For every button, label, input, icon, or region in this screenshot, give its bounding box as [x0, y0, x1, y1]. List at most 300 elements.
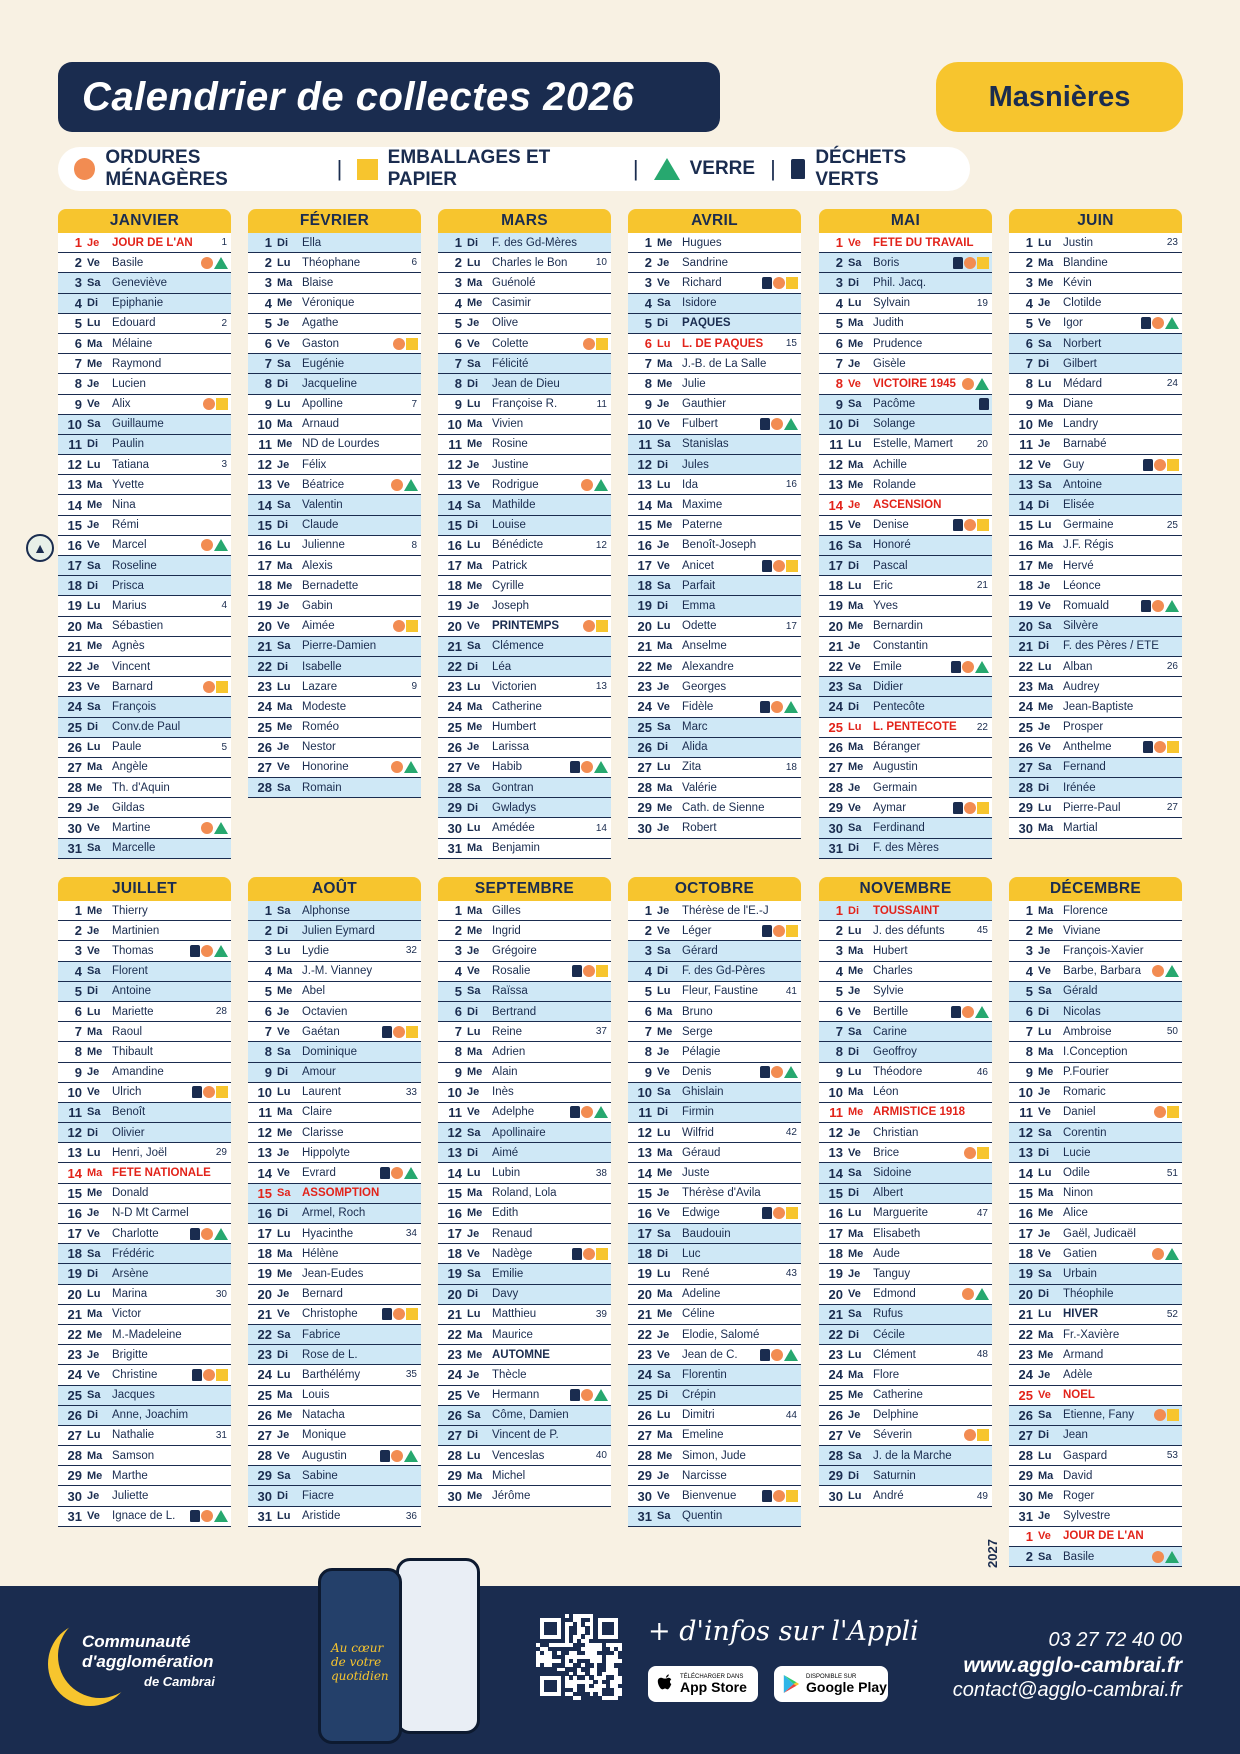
day-number: 14 [257, 1165, 272, 1181]
weekday-abbr: Lu [1038, 377, 1052, 390]
saint-name: Rosalie [492, 965, 531, 978]
weekday-abbr: Ve [277, 1167, 290, 1180]
day-number: 15 [447, 517, 462, 533]
weekday-abbr: Lu [87, 599, 101, 612]
saint-name: Rosine [492, 438, 528, 451]
saint-name: Alice [1063, 1207, 1088, 1220]
saint-name: Séverin [873, 1429, 912, 1442]
saint-name: Ghislain [682, 1086, 724, 1099]
weekday-abbr: Lu [277, 944, 291, 957]
day-row [438, 778, 611, 798]
day-row [438, 1002, 611, 1022]
collection-icons [380, 1167, 421, 1179]
weekday-abbr: Lu [848, 1348, 862, 1361]
yellow-square-icon [977, 257, 989, 269]
saint-name: Alphonse [302, 904, 350, 917]
collection-icons [962, 378, 992, 390]
week-number: 28 [215, 1006, 227, 1018]
week-number: 37 [595, 1026, 607, 1038]
orange-circle-icon [964, 1147, 976, 1159]
day-number: 10 [67, 1084, 82, 1100]
saint-name: Davy [492, 1288, 519, 1301]
day-row [628, 677, 801, 697]
weekday-abbr: Lu [1038, 236, 1052, 249]
weekday-abbr: Ma [848, 741, 864, 754]
saint-name: Matthieu [492, 1308, 537, 1321]
weekday-abbr: Je [87, 801, 100, 814]
saint-name: Gaspard [1063, 1449, 1108, 1462]
saint-name: J. de la Marche [873, 1449, 952, 1462]
saint-name: Louis [302, 1389, 330, 1402]
orange-circle-icon [201, 1228, 213, 1240]
weekday-abbr: Je [657, 1045, 670, 1058]
weekday-abbr: Sa [657, 1368, 671, 1381]
weekday-abbr: Ve [87, 539, 100, 552]
day-number: 28 [67, 780, 82, 796]
weekday-abbr: Me [87, 357, 103, 370]
day-number: 17 [447, 1226, 462, 1242]
orange-circle-icon [1154, 1106, 1166, 1118]
day-row [58, 718, 231, 738]
day-row [819, 677, 992, 697]
day-number: 11 [258, 1104, 272, 1120]
day-row [819, 901, 992, 921]
day-number: 29 [828, 800, 843, 816]
weekday-abbr: Di [87, 721, 98, 734]
saint-name: Dimitri [682, 1409, 715, 1422]
saint-name: Basile [1063, 1550, 1095, 1563]
day-number: 30 [637, 820, 652, 836]
saint-name: Larissa [492, 741, 530, 754]
weekday-abbr: Ve [657, 924, 670, 937]
saint-name: Léa [492, 660, 512, 673]
day-row [819, 354, 992, 374]
month-header: JUILLET [58, 877, 231, 901]
orange-circle-icon [581, 1106, 593, 1118]
saint-name: P.Fourier [1063, 1066, 1109, 1079]
saint-name: Épiphanie [112, 297, 164, 310]
month-column [58, 209, 231, 859]
day-row [819, 1486, 992, 1506]
day-number: 20 [637, 1286, 652, 1302]
day-number: 31 [257, 1508, 272, 1524]
saint-name: Edwige [682, 1207, 720, 1220]
saint-name: Fiacre [302, 1490, 334, 1503]
day-row [248, 1365, 421, 1385]
day-number: 22 [257, 659, 272, 675]
day-row [58, 1446, 231, 1466]
weekday-abbr: Ve [848, 801, 861, 814]
day-row [438, 677, 611, 697]
day-row [58, 455, 231, 475]
green-waste-bin-icon [791, 159, 806, 179]
saint-name: Apollinaire [492, 1126, 546, 1139]
green-triangle-icon [214, 945, 228, 957]
website-link[interactable]: www.agglo-cambrai.fr [963, 1654, 1182, 1677]
weekday-abbr: Me [848, 761, 864, 774]
saint-name: Pascal [873, 559, 908, 572]
saint-name: Paulin [112, 438, 144, 451]
day-row [1009, 1063, 1182, 1083]
day-number: 27 [257, 759, 272, 775]
day-number: 8 [1025, 376, 1033, 392]
day-number: 3 [1025, 275, 1033, 291]
day-number: 21 [637, 638, 652, 654]
day-row [58, 1184, 231, 1204]
collection-icons [760, 1066, 801, 1078]
day-row [628, 435, 801, 455]
day-number: 15 [828, 1185, 843, 1201]
day-row [248, 1486, 421, 1506]
weekday-abbr: Ma [1038, 904, 1054, 917]
day-row [438, 1446, 611, 1466]
saint-name: Jean de Dieu [492, 377, 560, 390]
day-row [628, 1083, 801, 1103]
weekday-abbr: Ma [467, 276, 483, 289]
saint-name: Flore [873, 1368, 900, 1381]
saint-name: Sylvie [873, 985, 904, 998]
weekday-abbr: Je [1038, 721, 1051, 734]
saint-name: Augustin [302, 1449, 347, 1462]
collection-icons [572, 1248, 611, 1260]
collection-icons [192, 1369, 231, 1381]
day-row [819, 334, 992, 354]
day-number: 18 [828, 1246, 843, 1262]
saint-name: Vincent [112, 660, 151, 673]
weekday-abbr: Ma [277, 1106, 293, 1119]
weekday-abbr: Ve [87, 1368, 100, 1381]
weekday-abbr: Di [657, 1247, 668, 1260]
saint-name: Nadège [492, 1247, 533, 1260]
day-row [248, 334, 421, 354]
month-column [58, 877, 231, 1527]
qr-code[interactable] [536, 1614, 622, 1700]
day-row [438, 657, 611, 677]
saint-name: Valérie [682, 781, 717, 794]
saint-name: Anicet [682, 559, 714, 572]
day-row [819, 253, 992, 273]
day-number: 6 [644, 336, 652, 352]
day-number: 1 [835, 235, 843, 251]
day-row [628, 1184, 801, 1204]
day-row [628, 1466, 801, 1486]
saint-name: Côme, Damien [492, 1409, 569, 1422]
app-phones-illustration [318, 1554, 488, 1750]
day-row [248, 1446, 421, 1466]
saint-name: Donald [112, 1187, 149, 1200]
day-row [1009, 738, 1182, 758]
saint-name: Éric [873, 579, 893, 592]
day-number: 30 [637, 1488, 652, 1504]
day-number: 19 [1018, 598, 1033, 614]
day-number: 23 [637, 679, 652, 695]
day-number: 13 [637, 477, 652, 493]
day-row [819, 839, 992, 859]
day-row [819, 982, 992, 1002]
day-number: 13 [67, 477, 82, 493]
day-number: 6 [454, 1004, 462, 1020]
saint-name: Barnabé [1063, 438, 1107, 451]
day-number: 15 [447, 1185, 462, 1201]
weekday-abbr: Di [848, 1187, 859, 1200]
saint-name: Raoul [112, 1025, 143, 1038]
day-number: 2 [454, 255, 462, 271]
day-number: 13 [637, 1145, 652, 1161]
weekday-abbr: Di [657, 1389, 668, 1402]
weekday-abbr: Ve [277, 478, 290, 491]
day-number: 12 [828, 1125, 843, 1141]
saint-name: Solange [873, 418, 916, 431]
weekday-abbr: Ma [87, 1449, 103, 1462]
weekday-abbr: Ve [277, 761, 290, 774]
saint-name: Henri, Joël [112, 1146, 167, 1159]
day-number: 25 [1018, 1387, 1033, 1403]
weekday-abbr: Ma [657, 1005, 673, 1018]
saint-name: Abel [302, 985, 326, 998]
weekday-abbr: Di [87, 1409, 98, 1422]
collection-icons [762, 925, 801, 937]
weekday-abbr: Ma [87, 1308, 103, 1321]
app-info-text: + d'infos sur l'Appli [648, 1616, 919, 1647]
day-number: 6 [264, 1004, 272, 1020]
day-row [438, 1466, 611, 1486]
saint-name: Clarisse [302, 1126, 344, 1139]
saint-name: Thomas [112, 944, 154, 957]
day-row [248, 435, 421, 455]
saint-name: Nina [112, 499, 136, 512]
saint-name: Denis [682, 1066, 712, 1079]
saint-name: Félicité [492, 357, 529, 370]
green-triangle-icon [1165, 1248, 1179, 1260]
saint-name: Renaud [492, 1227, 533, 1240]
day-number: 18 [447, 1246, 462, 1262]
saint-name: Blaise [302, 276, 334, 289]
day-row [628, 1163, 801, 1183]
day-number: 2 [1025, 255, 1033, 271]
day-number: 3 [264, 943, 272, 959]
green-triangle-icon [654, 158, 680, 180]
weekday-abbr: Me [657, 1449, 673, 1462]
saint-name: M.-Madeleine [112, 1328, 182, 1341]
weekday-abbr: Je [657, 680, 670, 693]
day-row [628, 1063, 801, 1083]
day-row [438, 718, 611, 738]
day-row [248, 738, 421, 758]
weekday-abbr: Lu [467, 1449, 481, 1462]
day-number: 9 [264, 1064, 272, 1080]
green-waste-bin-icon [762, 1490, 772, 1502]
collection-icons [953, 257, 992, 269]
weekday-abbr: Lu [87, 1429, 101, 1442]
saint-name: Benoît [112, 1106, 146, 1119]
day-number: 27 [828, 759, 843, 775]
saint-name: Gilbert [1063, 357, 1097, 370]
day-number: 26 [828, 1407, 843, 1423]
day-row [248, 1224, 421, 1244]
day-number: 4 [74, 963, 82, 979]
weekday-abbr: Ve [1038, 317, 1051, 330]
app-store-button[interactable] [648, 1666, 758, 1702]
collection-icons [964, 1147, 992, 1159]
day-row [248, 758, 421, 778]
saint-name: Silvère [1063, 620, 1099, 633]
saint-name: PÂQUES [682, 317, 731, 330]
day-row [248, 475, 421, 495]
saint-name: Thècle [492, 1368, 527, 1381]
saint-name: Ida [682, 478, 698, 491]
weekday-abbr: Ve [657, 1490, 670, 1503]
weekday-abbr: Lu [657, 337, 671, 350]
phone-number[interactable]: 03 27 72 40 00 [1048, 1629, 1182, 1651]
orange-circle-icon [201, 539, 213, 551]
day-number: 28 [447, 780, 462, 796]
google-play-button[interactable] [774, 1666, 888, 1702]
weekday-abbr: Je [1038, 438, 1051, 451]
day-number: 26 [447, 1407, 462, 1423]
day-number: 20 [1018, 1286, 1033, 1302]
day-row [1009, 1386, 1182, 1406]
day-number: 25 [67, 719, 82, 735]
saint-name: Serge [682, 1025, 713, 1038]
weekday-abbr: Me [87, 1469, 103, 1482]
saint-name: Luc [682, 1247, 701, 1260]
day-number: 15 [257, 1185, 272, 1201]
day-number: 25 [257, 1387, 272, 1403]
day-row [438, 738, 611, 758]
day-number: 26 [67, 739, 82, 755]
weekday-abbr: Di [1038, 1288, 1049, 1301]
weekday-abbr: Ve [1038, 1247, 1051, 1260]
yellow-square-icon [596, 338, 608, 350]
yellow-square-icon [216, 681, 228, 693]
day-number: 12 [637, 1125, 652, 1141]
day-number: 6 [835, 336, 843, 352]
saint-name: Juste [682, 1167, 710, 1180]
day-row [58, 495, 231, 515]
day-number: 20 [67, 618, 82, 634]
green-waste-bin-icon [380, 1450, 390, 1462]
weekday-abbr: Lu [277, 398, 291, 411]
day-number: 2 [835, 255, 843, 271]
weekday-abbr: Ma [467, 904, 483, 917]
day-row [58, 1507, 231, 1527]
day-number: 9 [454, 1064, 462, 1080]
day-number: 23 [67, 679, 82, 695]
collection-icons [979, 398, 992, 410]
green-triangle-icon [404, 761, 418, 773]
day-number: 20 [257, 618, 272, 634]
day-number: 16 [828, 1205, 843, 1221]
saint-name: Natacha [302, 1409, 345, 1422]
day-row [248, 253, 421, 273]
collection-icons [962, 1288, 992, 1300]
day-row [819, 1184, 992, 1204]
day-number: 6 [835, 1004, 843, 1020]
day-number: 8 [644, 1044, 652, 1060]
day-number: 5 [454, 315, 462, 331]
saint-name: Fulbert [682, 418, 718, 431]
day-row [58, 1264, 231, 1284]
weekday-abbr: Lu [1038, 519, 1052, 532]
day-number: 29 [447, 1468, 462, 1484]
day-row [58, 475, 231, 495]
day-row [628, 354, 801, 374]
day-row [58, 982, 231, 1002]
day-row [248, 1466, 421, 1486]
saint-name: Thibault [112, 1045, 153, 1058]
green-triangle-icon [975, 378, 989, 390]
day-row [628, 395, 801, 415]
day-number: 17 [637, 558, 652, 574]
saint-name: Élisée [1063, 499, 1095, 512]
collection-icons [382, 1308, 421, 1320]
yellow-square-icon [216, 1369, 228, 1381]
day-row [819, 576, 992, 596]
day-row [628, 1446, 801, 1466]
day-number: 4 [644, 963, 652, 979]
saint-name: Lucien [112, 377, 146, 390]
saint-name: Adelphe [492, 1106, 535, 1119]
saint-name: Tanguy [873, 1267, 911, 1280]
day-row [248, 314, 421, 334]
orange-circle-icon [201, 1510, 213, 1522]
weekday-abbr: Ve [848, 236, 861, 249]
day-number: 8 [264, 376, 272, 392]
day-row [819, 1345, 992, 1365]
collection-icons [1154, 1106, 1182, 1118]
orange-circle-icon [962, 1006, 974, 1018]
email-link[interactable]: contact@agglo-cambrai.fr [952, 1679, 1182, 1701]
day-row [58, 1103, 231, 1123]
green-triangle-icon [404, 479, 418, 491]
day-number: 24 [67, 699, 82, 715]
day-row [248, 1244, 421, 1264]
saint-name: Mélaine [112, 337, 153, 350]
saint-name: Emma [682, 599, 716, 612]
weekday-abbr: Ma [467, 1469, 483, 1482]
weekday-abbr: Lu [87, 317, 101, 330]
day-number: 17 [257, 1226, 272, 1242]
saint-name: Rufus [873, 1308, 904, 1321]
day-row [1009, 253, 1182, 273]
week-number: 3 [221, 459, 227, 471]
month-header: MARS [438, 209, 611, 233]
day-number: 20 [828, 618, 843, 634]
saint-name: Agathe [302, 317, 339, 330]
day-number: 2 [454, 923, 462, 939]
day-row [58, 1406, 231, 1426]
weekday-abbr: Sa [277, 1469, 291, 1482]
weekday-abbr: Je [467, 944, 480, 957]
day-row [628, 617, 801, 637]
day-number: 12 [1018, 1125, 1033, 1141]
day-row [248, 617, 421, 637]
day-number: 8 [835, 376, 843, 392]
saint-name: Justine [492, 458, 529, 471]
day-row [438, 1345, 611, 1365]
weekday-abbr: Lu [467, 822, 481, 835]
weekday-abbr: Ma [657, 1429, 673, 1442]
month-header: JANVIER [58, 209, 231, 233]
weekday-abbr: Di [1038, 1005, 1049, 1018]
week-number: 33 [405, 1086, 417, 1098]
day-number: 29 [67, 1468, 82, 1484]
weekday-abbr: Me [87, 904, 103, 917]
orange-circle-icon [964, 257, 976, 269]
saint-name: Cécile [873, 1328, 905, 1341]
day-number: 14 [447, 1165, 462, 1181]
weekday-abbr: Sa [87, 842, 101, 855]
